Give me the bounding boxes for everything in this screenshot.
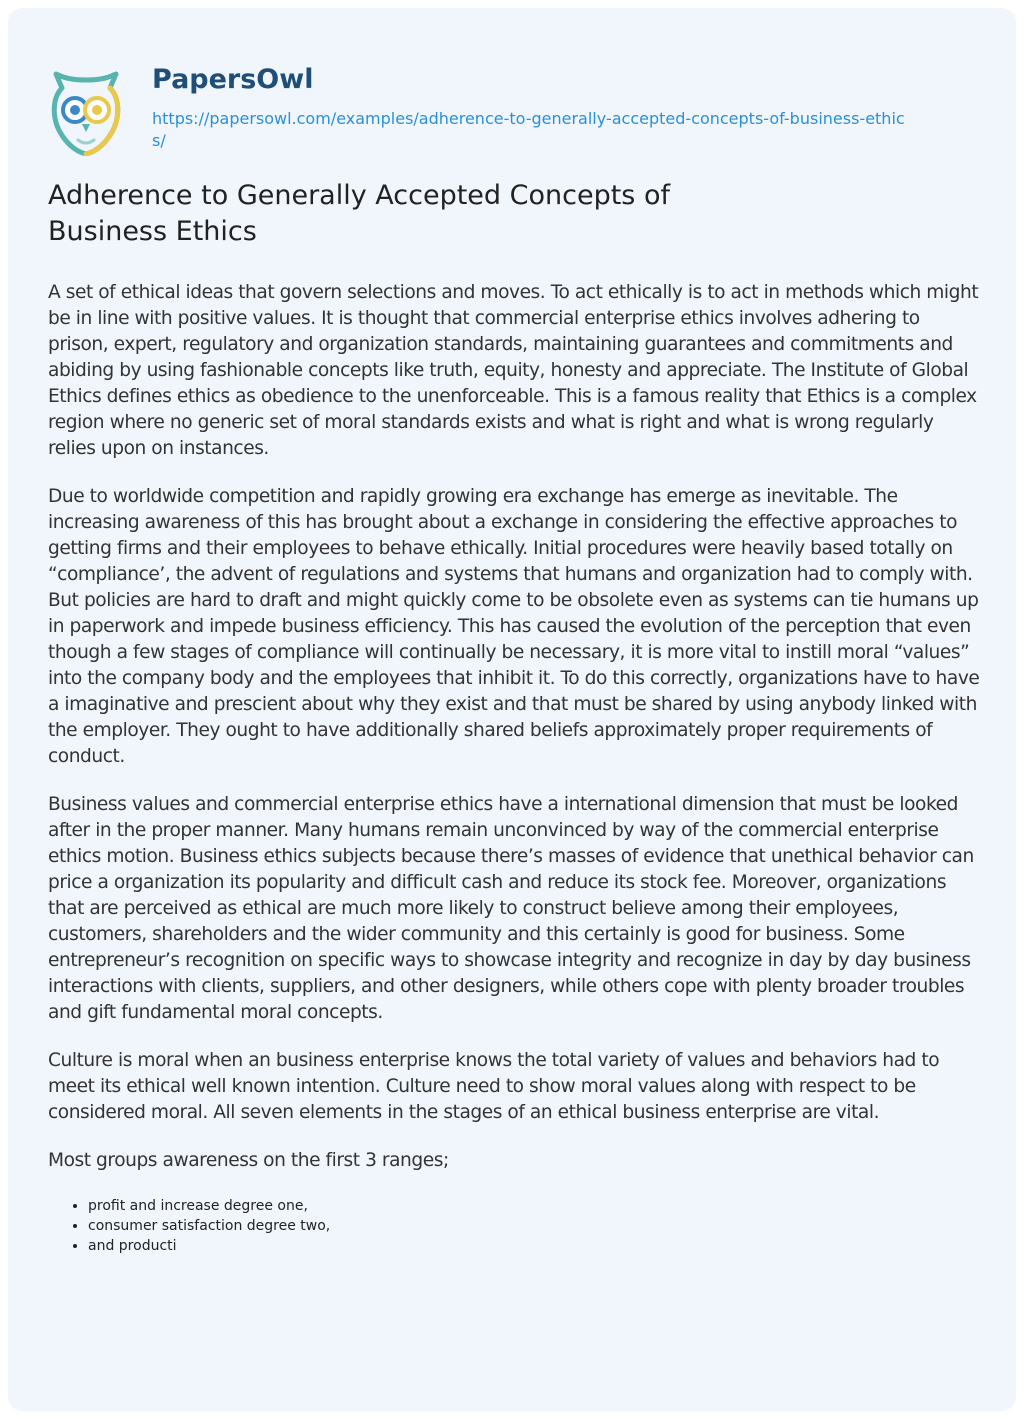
owl-logo-icon[interactable] [48, 60, 124, 156]
document-title: Adherence to Generally Accepted Concepts of Business Ethics [48, 180, 670, 247]
paragraph: Business values and commercial enterprise ethics have a international dimension that must be looked after in the proper manner. Many humans remain unconvinced by way of the commercial enterprise ethics motion. Business ethics subjects because there’s masses of evidence that unethical behavior can price a organization its popularity and difficult cash and reduce its stock fee. Moreover, organizations that are perceived as ethical are much more likely to construct believe among their employees, customers, shareholders and the wider community and this certainly is good for business. Some entrepreneur’s recognition on specific ways to showcase integrity and recognize in day by day business interactions with clients, suppliers, and other designers, while others cope with plenty broader troubles and gift fundamental moral concepts. [48, 794, 974, 1023]
paragraph: A set of ethical ideas that govern selections and moves. To act ethically is to act in methods which might be in line with positive values. It is thought that commercial enterprise ethics involves adhering to prison, expert, regulatory and organization standards, maintaining guarantees and commitments and abiding by using fashionable concepts like truth, equity, honesty and appreciate. The Institute of Global Ethics defines ethics as obedience to the unenforceable. This is a famous reality that Ethics is a complex region where no generic set of moral standards exists and what is right and what is wrong regularly relies upon on instances. [48, 282, 979, 459]
paragraph: Culture is moral when an business enterprise knows the total variety of values and behaviors had to meet its ethical well known intention. Culture need to show moral values along with respect to be considered moral. All seven elements in the stages of an ethical business enterprise are vital. [48, 1050, 940, 1123]
list-item: • and producti [88, 1236, 983, 1256]
paragraph: Due to worldwide competition and rapidly growing era exchange has emerge as inevitable. The increasing awareness of this has brought about a exchange in considering the effective approaches to getting firms and their employees to behave ethically. Initial procedures were heavily based totally on “compliance’, the advent of regulations and systems that humans and organization had to comply with. But policies are hard to draft and might quickly come to be obsolete even as systems can tie humans up in paperwork and impede business efficiency. This has caused the evolution of the perception that even though a few stages of compliance will continually be necessary, it is more vital to instill moral “values” into the company body and the employees that inhibit it. To do this correctly, organizations have to have a imaginative and prescient about why they exist and that must be shared by using anybody linked with the employer. They ought to have additionally shared beliefs approximately proper requirements of conduct. [48, 486, 980, 767]
list-item: • profit and increase degree one, [88, 1196, 983, 1216]
list-item: • consumer satisfaction degree two, [88, 1216, 983, 1236]
paragraph: Most groups awareness on the first 3 ranges; [48, 1150, 449, 1171]
source-url-link[interactable]: https://papersowl.com/examples/adherence-to-generally-accepted-concepts-of-business-ethics/ [152, 109, 905, 150]
document-body [48, 280, 983, 1256]
brand-name[interactable]: PapersOwl [152, 64, 314, 95]
page-card [8, 8, 1016, 1411]
bullet-list [48, 1196, 983, 1256]
